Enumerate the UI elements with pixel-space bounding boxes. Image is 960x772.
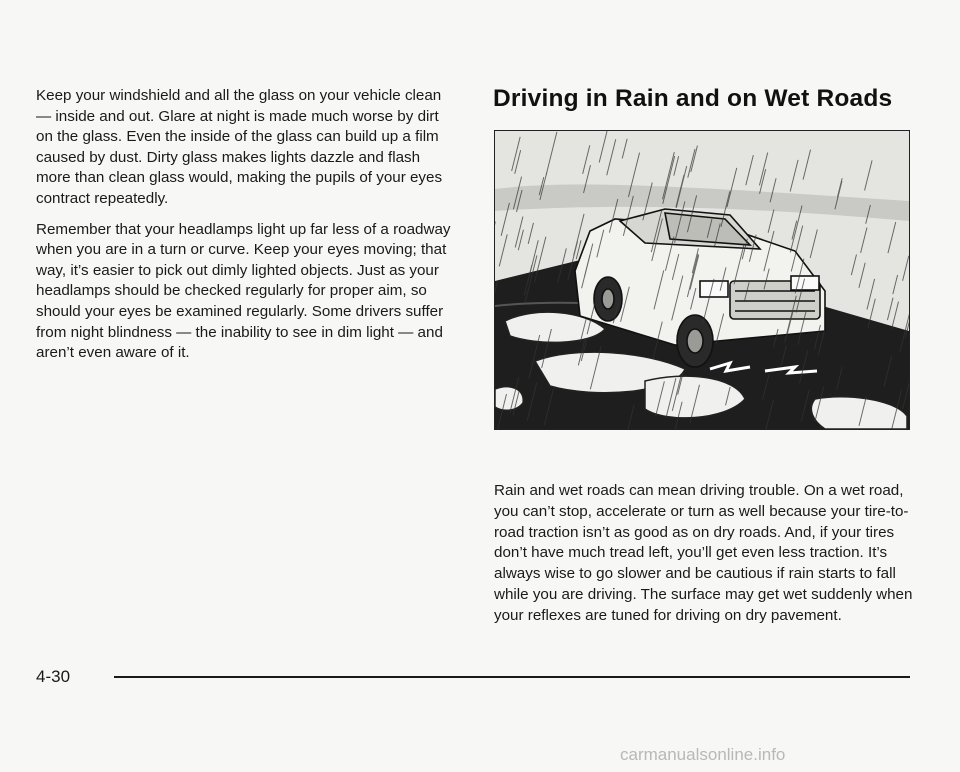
wet-roads-paragraph: Rain and wet roads can mean driving trouble. On a wet road, you can’t stop, accelerate or turn as well because your tire-to-road traction isn’t as good as on dry roads. And, if your tires don’t have much tread left, you’ll get even less traction. It’s always wise to go slower and be cautious if rain starts to fall while you are driving. The surface may get wet suddenly when your reflexes are tuned for driving on dry pavement. bbox=[494, 482, 913, 624]
section-heading: Driving in Rain and on Wet Roads bbox=[493, 85, 893, 112]
truck-in-rain-illustration bbox=[494, 130, 910, 430]
page-number: 4-30 bbox=[36, 667, 71, 686]
headlamps-paragraph: Remember that your headlamps light up far less of a roadway when you are in a turn or curve. Keep your eyes moving; that way, it’s easier to pick out dimly lighted objects. Just as your headlamps should be checked regularly for proper aim, so should your eyes be examined regularly. Some drivers suffer from night blindness — the inability to see in dim light — and aren’t even aware of it. bbox=[36, 220, 451, 362]
watermark: carmanualsonline.info bbox=[620, 745, 786, 764]
left-column bbox=[36, 86, 454, 374]
rain-scene-drawing bbox=[495, 131, 909, 429]
footer-divider bbox=[114, 676, 910, 678]
puddle-5 bbox=[495, 387, 523, 411]
windshield-paragraph: Keep your windshield and all the glass on your vehicle clean — inside and out. Glare at night is made much worse by dirt on the glass. Even the inside of the glass can build up a film caused by dust. Dirty glass makes lights dazzle and flash more than clean glass would, making the pupils of your eyes contract repeatedly. bbox=[36, 87, 443, 207]
